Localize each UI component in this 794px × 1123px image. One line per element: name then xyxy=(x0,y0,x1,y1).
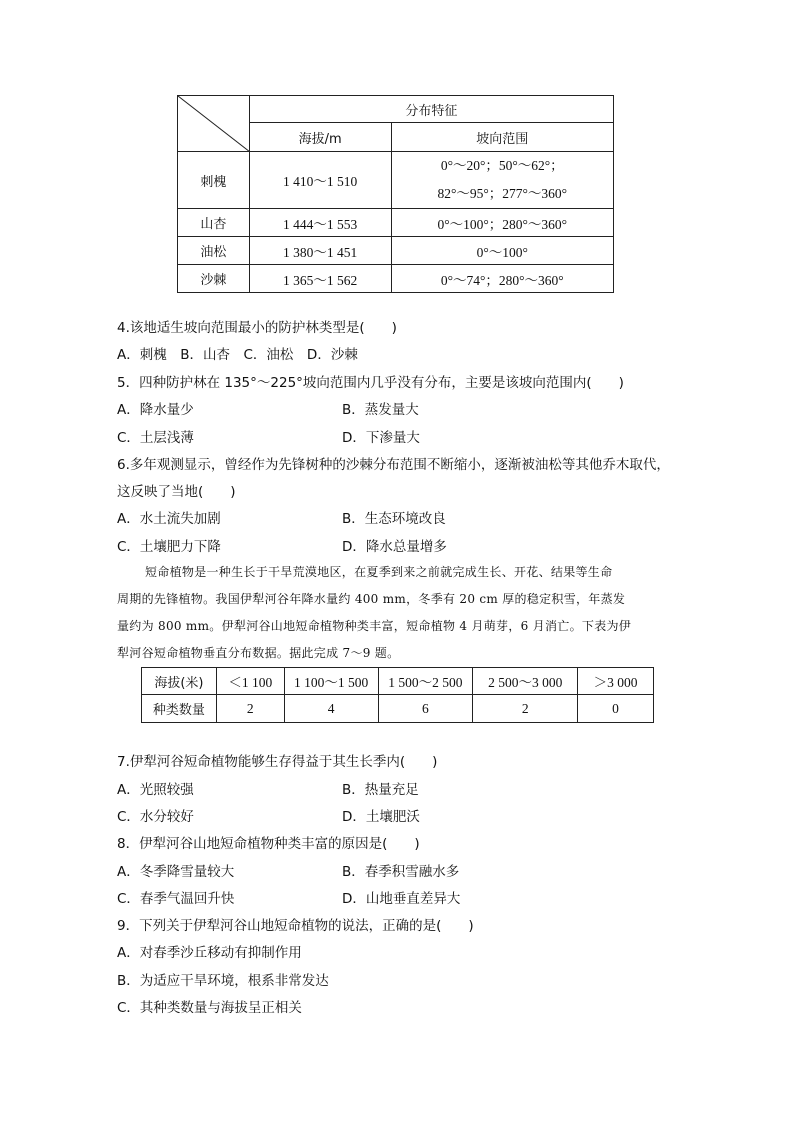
species-count-cell: 6 xyxy=(378,695,473,723)
question-8-option-b: B．春季积雪融水多 xyxy=(342,864,460,880)
question-5-stem: 5．四种防护林在 135°～225°坡向范围内几乎没有分布，主要是该坡向范围内( ) xyxy=(117,375,624,391)
slope-range: 0°～100°；280°～360° xyxy=(391,209,614,237)
species-count-header: 种类数量 xyxy=(142,695,217,723)
table-row xyxy=(178,152,614,209)
question-5-option-d: D．下渗量大 xyxy=(342,430,420,446)
altitude-range: 1 365～1 562 xyxy=(249,265,391,293)
question-9-option-b: B．为适应干旱环境，根系非常发达 xyxy=(117,973,329,989)
question-7-option-a: A．光照较强 xyxy=(117,782,194,798)
question-5-option-c: C．土层浅薄 xyxy=(117,430,194,446)
diagonal-header-cell xyxy=(178,96,250,152)
species-count-cell: 2 xyxy=(473,695,578,723)
slope-range: 0°～100° xyxy=(391,237,614,265)
question-7-stem: 7.伊犁河谷短命植物能够生存得益于其生长季内( ) xyxy=(117,754,438,770)
altitude-range-cell: 1 500～2 500 xyxy=(378,668,473,695)
altitude-header: 海拔(米) xyxy=(142,668,217,695)
slope-range-line1: 0°～20°；50°～62°； xyxy=(440,158,564,173)
species-count-cell: 0 xyxy=(578,695,654,723)
altitude-range-cell: ＜1 100 xyxy=(216,668,284,695)
question-7-option-b: B．热量充足 xyxy=(342,782,419,798)
question-6-option-a: A．水土流失加剧 xyxy=(117,511,221,527)
question-8-option-d: D．山地垂直差异大 xyxy=(342,891,461,907)
question-9-option-c: C．其种类数量与海拔呈正相关 xyxy=(117,1000,302,1016)
passage-line-4: 犁河谷短命植物垂直分布数据。据此完成 7～9 题。 xyxy=(117,646,400,660)
question-6-option-c: C．土壤肥力下降 xyxy=(117,539,221,555)
species-name: 刺槐 xyxy=(178,152,250,209)
question-6-option-d: D．降水总量增多 xyxy=(342,539,447,555)
species-name: 油松 xyxy=(178,237,250,265)
question-9-option-a: A．对春季沙丘移动有抑制作用 xyxy=(117,945,302,961)
question-8-option-a: A．冬季降雪量较大 xyxy=(117,864,235,880)
altitude-range-cell: 1 100～1 500 xyxy=(284,668,378,695)
question-5-option-b: B．蒸发量大 xyxy=(342,402,419,418)
table-row xyxy=(178,237,614,265)
passage-line-3: 量约为 800 mm。伊犁河谷山地短命植物种类丰富，短命植物 4 月萌芽，6 月消亡。下表为伊 xyxy=(117,619,632,633)
passage-line-1: 短命植物是一种生长于干旱荒漠地区，在夏季到来之前就完成生长、开花、结果等生命 xyxy=(145,565,613,579)
altitude-range: 1 380～1 451 xyxy=(249,237,391,265)
species-name: 山杏 xyxy=(178,209,250,237)
altitude-range-cell: ＞3 000 xyxy=(578,668,654,695)
species-count-cell: 4 xyxy=(284,695,378,723)
altitude-range: 1 444～1 553 xyxy=(249,209,391,237)
question-4-stem: 4.该地适生坡向范围最小的防护林类型是( ) xyxy=(117,320,397,336)
question-7-option-d: D．土壤肥沃 xyxy=(342,809,420,825)
slope-range xyxy=(391,152,614,209)
ephemeral-plant-table xyxy=(141,667,654,723)
species-name: 沙棘 xyxy=(178,265,250,293)
slope-range: 0°～74°；280°～360° xyxy=(391,265,614,293)
question-6-stem-line1: 6.多年观测显示，曾经作为先锋树种的沙棘分布范围不断缩小，逐渐被油松等其他乔木取代， xyxy=(117,457,670,473)
species-count-cell: 2 xyxy=(216,695,284,723)
question-6-option-b: B．生态环境改良 xyxy=(342,511,446,527)
question-7-option-c: C．水分较好 xyxy=(117,809,194,825)
altitude-range: 1 410～1 510 xyxy=(249,152,391,209)
header-group-cell: 分布特征 xyxy=(249,96,613,123)
question-6-stem-line2: 这反映了当地( ) xyxy=(117,484,236,500)
col-slope-header: 坡向范围 xyxy=(391,123,614,152)
question-8-stem: 8．伊犁河谷山地短命植物种类丰富的原因是( ) xyxy=(117,836,420,852)
col-altitude-header: 海拔/m xyxy=(249,123,391,152)
altitude-range-cell: 2 500～3 000 xyxy=(473,668,578,695)
passage-line-2: 周期的先锋植物。我国伊犁河谷年降水量约 400 mm，冬季有 20 cm 厚的稳定积雪，年蒸发 xyxy=(117,592,626,606)
question-5-option-a: A．降水量少 xyxy=(117,402,194,418)
table-row xyxy=(178,209,614,237)
table-row xyxy=(178,265,614,293)
question-8-option-c: C．春季气温回升快 xyxy=(117,891,235,907)
question-4-options: A．刺槐 B．山杏 C．油松 D．沙棘 xyxy=(117,347,358,363)
question-9-stem: 9．下列关于伊犁河谷山地短命植物的说法，正确的是( ) xyxy=(117,918,474,934)
slope-range-line2: 82°～95°；277°～360° xyxy=(437,186,568,201)
forest-distribution-table xyxy=(177,95,614,293)
diagonal-line xyxy=(178,96,250,152)
